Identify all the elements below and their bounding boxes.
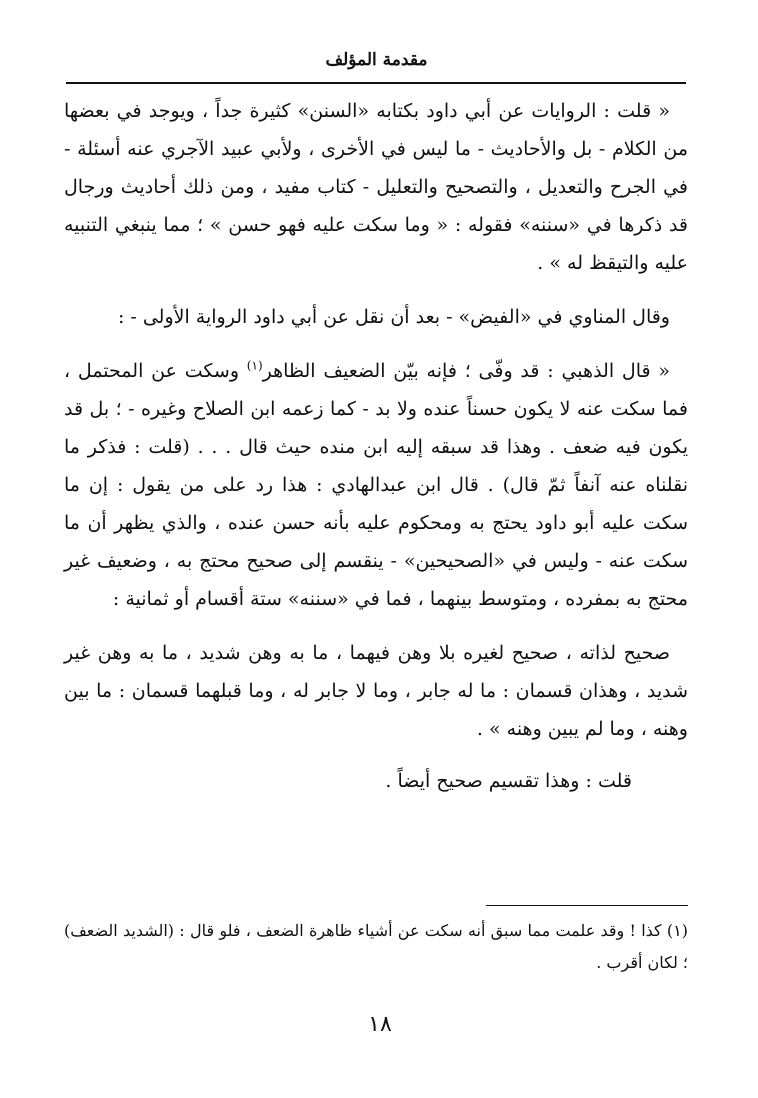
paragraph-3 [64, 352, 688, 618]
header-rule [66, 82, 686, 84]
footnote-reference: (١) [246, 358, 263, 373]
main-text [64, 92, 688, 800]
paragraph-2: وقال المناوي في «الفيض» - بعد أن نقل عن أبي داود الرواية الأولى - : [117, 306, 670, 328]
footnote-rule [486, 905, 688, 906]
running-header: مقدمة المؤلف [325, 50, 428, 70]
paragraph-1: « قلت : الروايات عن أبي داود بكتابه «السنن» كثيرة جداً ، ويوجد في بعضها من الكلام - بل والأحاديث - ما ليس في الأخرى ، ولأبي عبيد الآجري عنه أسئلة - في الجرح والتعديل ، والتصحيح والتعليل - كتاب مفيد ، ومن ذلك أحاديث ورجال قد ذكرها في «سننه» فقوله : « وما سكت عليه فهو حسن » ؛ مما ينبغي التنبيه عليه والتيقظ له » . [64, 100, 688, 274]
paragraph-3-start: « قال الذهبي : قد وفّى ؛ فإنه بيّن الضعيف الظاهر [262, 360, 670, 382]
paragraph-3-rest: وسكت عن المحتمل ، فما سكت عنه لا يكون حسناً عنده ولا بد - كما زعمه ابن الصلاح وغيره - ؛ بل قد يكون فيه ضعف . وهذا قد سبقه إليه ابن منده حيث قال . . . (قلت : فذكر ما نقلناه عنه آنفاً ثمّ قال) . قال ابن عبدالهادي : هذا رد على من يقول : إن ما سكت عليه أبو داود يحتج به ومحكوم عليه بأنه حسن عنده ، والذي يظهر أن ما سكت عنه - وليس في «الصحيحين» - ينقسم إلى صحيح محتج به ، وضعيف غير محتج به بمفرده ، ومتوسط بينهما ، فما في «سننه» ستة أقسام أو ثمانية : [64, 360, 688, 610]
footnote-1: (١) كذا ! وقد علمت مما سبق أنه سكت عن أشياء ظاهرة الضعف ، فلو قال : (الشديد الضعف) ؛ لكان أقرب . [64, 921, 689, 972]
page-number: ١٨ [368, 1012, 392, 1037]
paragraph-5: قلت : وهذا تقسيم صحيح أيضاً . [385, 770, 632, 792]
paragraph-4: صحيح لذاته ، صحيح لغيره بلا وهن فيهما ، ما به وهن شديد ، ما به وهن غير شديد ، وهذان قسمان : ما له جابر ، وما لا جابر له ، وما قبلهما قسمان : ما بين وهنه ، وما لم يبين وهنه » . [64, 642, 688, 740]
footnotes [64, 915, 688, 979]
